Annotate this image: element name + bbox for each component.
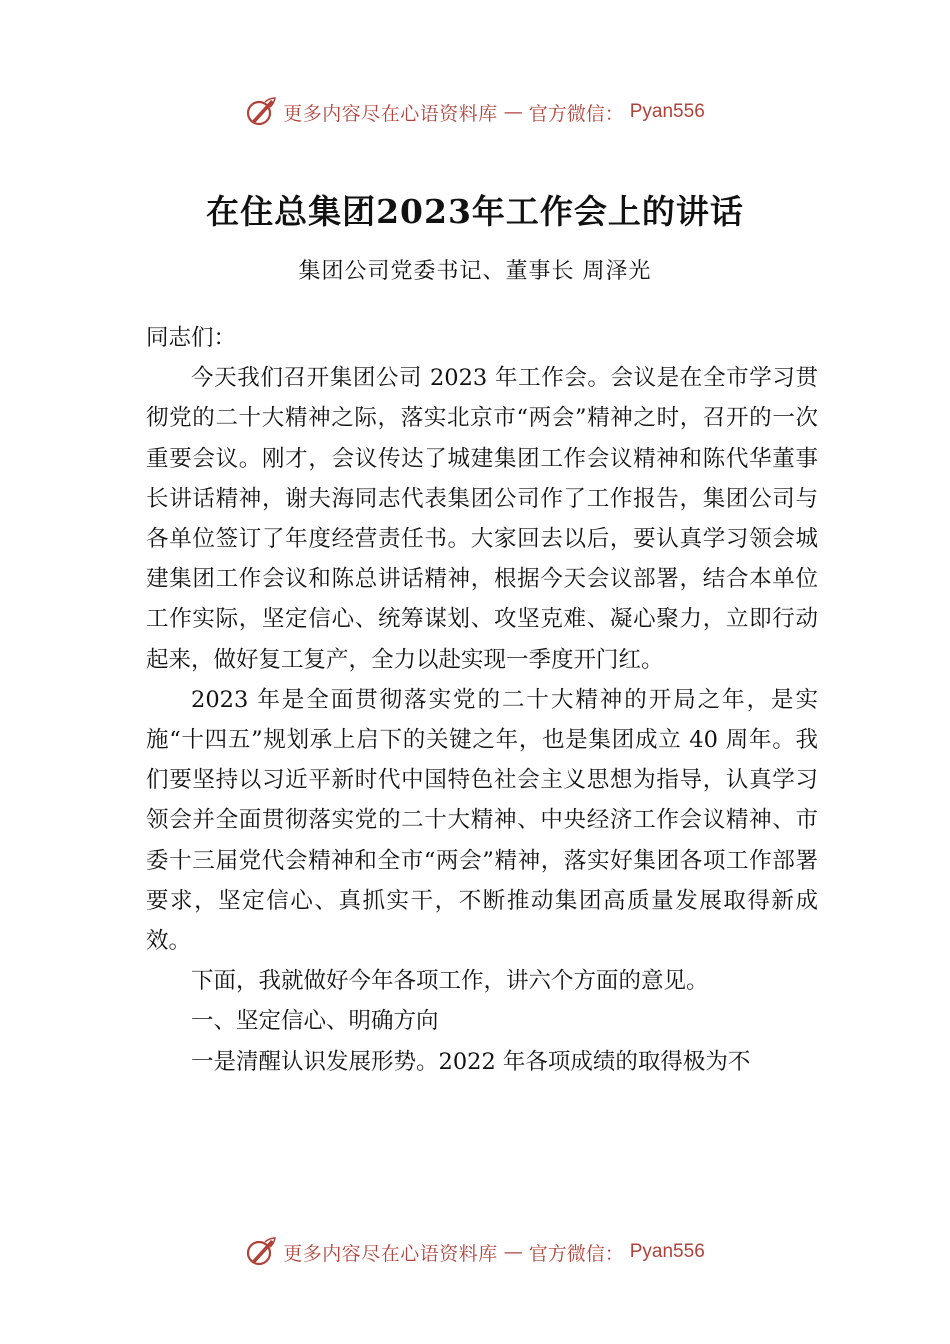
paragraph: 一是清醒认识发展形势。2022 年各项成绩的取得极为不	[191, 1048, 751, 1075]
watermark-wechat-label: 官方微信：	[528, 1242, 624, 1265]
quill-logo-icon	[245, 96, 277, 128]
paragraph: 今天我们召开集团公司 2023 年工作会。会议是在全市学习贯彻党的二十大精神之际，落实北京市“两会”精神之时，召开的一次重要会议。刚才，会议传达了城建集团工作会议精神和陈代华董事长讲话精神，谢夫海同志代表集团公司作了工作报告，集团公司与各单位签订了年度经营责任书。大家回去以后，要认真学习领会城建集团工作会议和陈总讲话精神，根据今天会议部署，结合本单位工作实际，坚定信心、统筹谋划、攻坚克难、凝心聚力，立即行动起来，做好复工复产，全力以赴实现一季度开门红。	[146, 365, 818, 673]
watermark-wechat-id: Pyan556	[629, 1241, 705, 1262]
section-heading: 一、坚定信心、明确方向	[191, 1008, 439, 1035]
greeting: 同志们：	[146, 325, 237, 351]
paragraph: 2023 年是全面贯彻落实党的二十大精神的开局之年，是实施“十四五”规划承上启下的关键之年，也是集团成立 40 周年。我们要坚持以习近平新时代中国特色社会主义思想为指导，认真学习领会并全面贯彻落实党的二十大精神、中央经济工作会议精神、市委十三届党代会精神和全市“两会”精神，落实好集团各项工作部署要求，坚定信心、真抓实干，不断推动集团高质量发展取得新成效。	[146, 686, 818, 955]
watermark-wechat-label: 官方微信：	[528, 102, 624, 125]
watermark-separator: —	[503, 1241, 523, 1263]
watermark-header	[0, 96, 950, 128]
watermark-footer	[0, 1236, 950, 1268]
watermark-text: 更多内容尽在心语资料库	[283, 102, 498, 125]
document-subtitle: 集团公司党委书记、董事长 周泽光	[298, 259, 652, 284]
document-body	[146, 318, 818, 1082]
paragraph: 下面，我就做好今年各项工作，讲六个方面的意见。	[191, 968, 709, 995]
watermark-separator: —	[503, 101, 523, 123]
watermark-wechat-id: Pyan556	[629, 101, 705, 122]
document-title: 在住总集团2023年工作会上的讲话	[206, 192, 744, 231]
quill-logo-icon	[245, 1236, 277, 1268]
watermark-text: 更多内容尽在心语资料库	[283, 1242, 498, 1265]
